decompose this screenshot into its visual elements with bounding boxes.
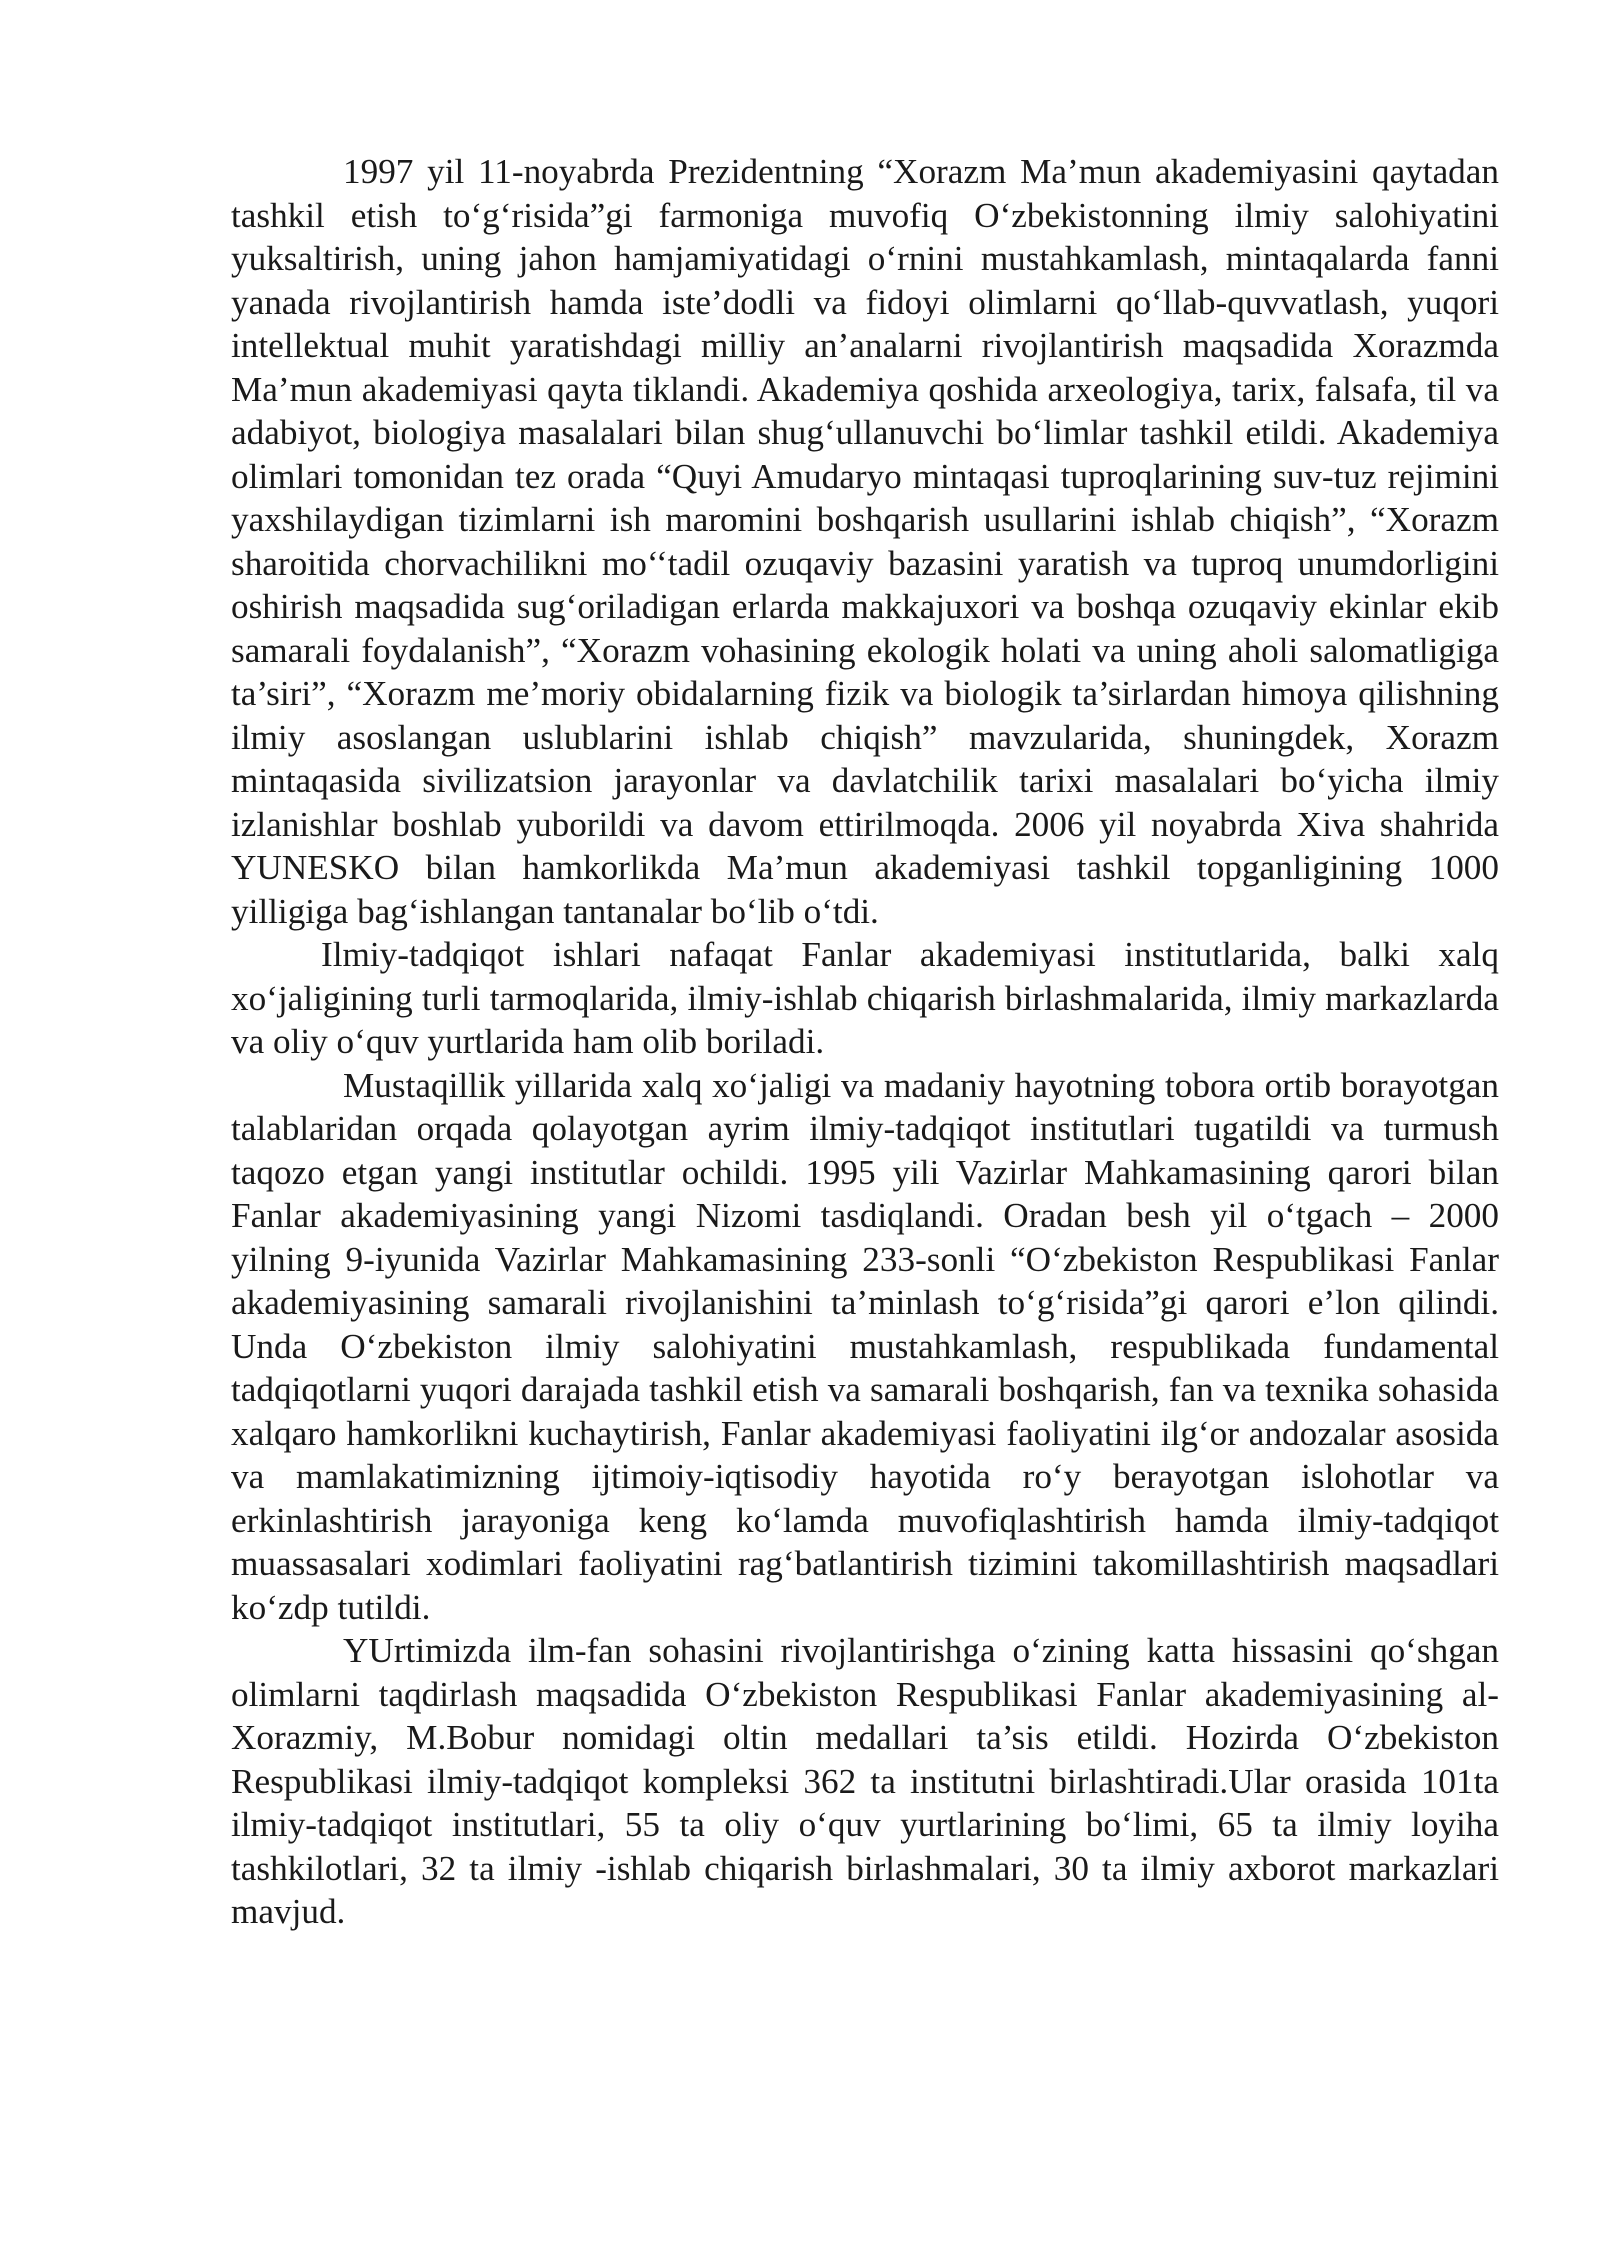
paragraph-independence-years: Mustaqillik yillarida xalq xo‘jaligi va madaniy hayotning tobora ortib borayotgan talablaridan orqada qolayotgan ayrim ilmiy-tadqiqot institutlari tugatildi va turmush taqozo etgan yangi institutlar ochildi. 1995 yili Vazirlar Mahkamasining qarori bilan Fanlar akademiyasining yangi Nizomi tasdiqlandi. Oradan besh yil o‘tgach – 2000 yilning 9-iyunida Vazirlar Mahkamasining 233-sonli “O‘zbekiston Respublikasi Fanlar akademiyasining samarali rivojlanishini ta’minlash to‘g‘risida”gi qarori e’lon qilindi. Unda O‘zbekiston ilmiy salohiyatini mustahkamlash, respublikada fundamental tadqiqotlarni yuqori darajada tashkil etish va samarali boshqarish, fan va texnika sohasida xalqaro hamkorlikni kuchaytirish, Fanlar akademiyasi faoliyatini ilg‘or andozalar asosida va mamlakatimizning ijtimoiy-iqtisodiy hayotida ro‘y berayotgan islohotlar va erkinlashtirish jarayoniga keng ko‘lamda muvofiqlashtirish hamda ilmiy-tadqiqot muassasalari xodimlari faoliyatini rag‘batlantirish tizimini takomillashtirish maqsadlari ko‘zdp tutildi. — [231, 1065, 1499, 1627]
paragraph-mamun-academy: 1997 yil 11-noyabrda Prezidentning “Xorazm Ma’mun akademiyasini qaytadan tashkil etish to‘g‘risida”gi farmoniga muvofiq O‘zbekistonning ilmiy salohiyatini yuksaltirish, uning jahon hamjamiyatidagi o‘rnini mustahkamlash, mintaqalarda fanni yanada rivojlantirish hamda iste’dodli va fidoyi olimlarni qo‘llab-quvvatlash, yuqori intellektual muhit yaratishdagi milliy an’analarni rivojlantirish maqsadida Xorazmda Ma’mun akademiyasi qayta tiklandi. Akademiya qoshida arxeologiya, tarix, falsafa, til va adabiyot, biologiya masalalari bilan shug‘ullanuvchi bo‘limlar tashkil etildi. Akademiya olimlari tomonidan tez orada “Quyi Amudaryo mintaqasi tuproqlarining suv-tuz rejimini yaxshilaydigan tizimlarni ish maromini boshqarish usullarini ishlab chiqish”, “Xorazm sharoitida chorvachilikni mo‘‘tadil ozuqaviy bazasini yaratish va tuproq unumdorligini oshirish maqsadida sug‘oriladigan erlarda makkajuxori va boshqa ozuqaviy ekinlar ekib samarali foydalanish”, “Xorazm vohasining ekologik holati va uning aholi salomatligiga ta’siri”, “Xorazm me’moriy obidalarning fizik va biologik ta’sirlardan himoya qilishning ilmiy asoslangan uslublarini ishlab chiqish” mavzularida, shuningdek, Xorazm mintaqasida sivilizatsion jarayonlar va davlatchilik tarixi masalalari bo‘yicha ilmiy izlanishlar boshlab yuborildi va davom ettirilmoqda. 2006 yil noyabrda Xiva shahrida YUNESKO bilan hamkorlikda Ma’mun akademiyasi tashkil topganligining 1000 yilligiga bag‘ishlangan tantanalar bo‘lib o‘tdi. — [231, 152, 1499, 931]
document-page — [231, 150, 1499, 1934]
paragraph-research-work: Ilmiy-tadqiqot ishlari nafaqat Fanlar akademiyasi institutlarida, balki xalq xo‘jaligining turli tarmoqlarida, ilmiy-ishlab chiqarish birlashmalarida, ilmiy markazlarda va oliy o‘quv yurtlarida ham olib boriladi. — [231, 935, 1499, 1061]
paragraph-awards-and-institutes: YUrtimizda ilm-fan sohasini rivojlantirishga o‘zining katta hissasini qo‘shgan olimlarni taqdirlash maqsadida O‘zbekiston Respublikasi Fanlar akademiyasining al-Xorazmiy, M.Bobur nomidagi oltin medallari ta’sis etildi. Hozirda O‘zbekiston Respublikasi ilmiy-tadqiqot kompleksi 362 ta institutni birlashtiradi.Ular orasida 101ta ilmiy-tadqiqot institutlari, 55 ta oliy o‘quv yurtlarining bo‘limi, 65 ta ilmiy loyiha tashkilotlari, 32 ta ilmiy -ishlab chiqarish birlashmalari, 30 ta ilmiy axborot markazlari mavjud. — [231, 1631, 1499, 1931]
